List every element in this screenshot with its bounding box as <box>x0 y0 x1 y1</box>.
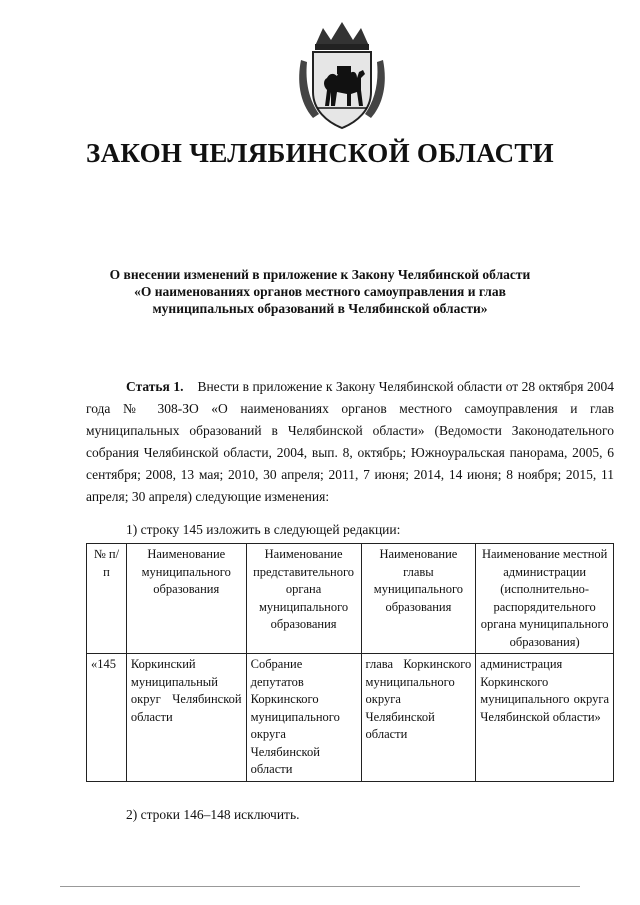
law-subtitle <box>80 266 560 317</box>
amendment-item-1: 1) строку 145 изложить в следующей редакции: <box>126 522 401 537</box>
subtitle-line: «О наименованиях органов местного самоуправления и глав <box>134 284 506 299</box>
article-text: Внести в приложение к Закону Челябинской области от 28 октября 2004 года № 308-ЗО «О наименованиях органов местного самоуправления и глав муниципальных образований в Челябинской области» (Ведомости Законодательного собрания Челябинской области, 2004, вып. 8, октябрь; Южноуральская панорама, 2005, 6 сентября; 2008, 13 мая; 2010, 30 апреля; 2011, 7 июня; 2014, 14 июня; 8 ноября; 2015, 11 апреля; 30 апреля) следующие изменения: <box>86 379 614 504</box>
header-administration: Наименование местной администрации (исполнительно-распорядительного органа муниципального образования) <box>476 544 614 654</box>
subtitle-line: муниципальных образований в Челябинской области» <box>152 301 488 316</box>
table-header-row <box>87 544 614 654</box>
row-number: «145 <box>87 654 127 782</box>
header-number: № п/п <box>87 544 127 654</box>
table-row <box>87 654 614 782</box>
article-1-paragraph <box>86 376 614 508</box>
amendment-item-2: 2) строки 146–148 исключить. <box>126 807 300 822</box>
amendment-table <box>86 543 614 782</box>
header-head: Наименование главы муниципального образования <box>361 544 476 654</box>
footer-divider <box>60 886 580 887</box>
page-title: ЗАКОН ЧЕЛЯБИНСКОЙ ОБЛАСТИ <box>86 138 554 168</box>
article-label: Статья 1. <box>126 379 184 394</box>
row-representative-body: Собрание депутатов Коркинского муниципального округа Челябинской области <box>246 654 361 782</box>
chelyabinsk-coat-of-arms-icon <box>293 20 391 132</box>
row-municipality: Коркинский муниципальный округ Челябинской области <box>126 654 246 782</box>
header-municipality: Наименование муниципального образования <box>126 544 246 654</box>
row-administration: администрация Коркинского муниципального округа Челябинской области» <box>476 654 614 782</box>
header-representative-body: Наименование представительного органа муниципального образования <box>246 544 361 654</box>
row-head: глава Коркинского муниципального округа Челябинской области <box>361 654 476 782</box>
subtitle-line: О внесении изменений в приложение к Закону Челябинской области <box>109 267 531 282</box>
